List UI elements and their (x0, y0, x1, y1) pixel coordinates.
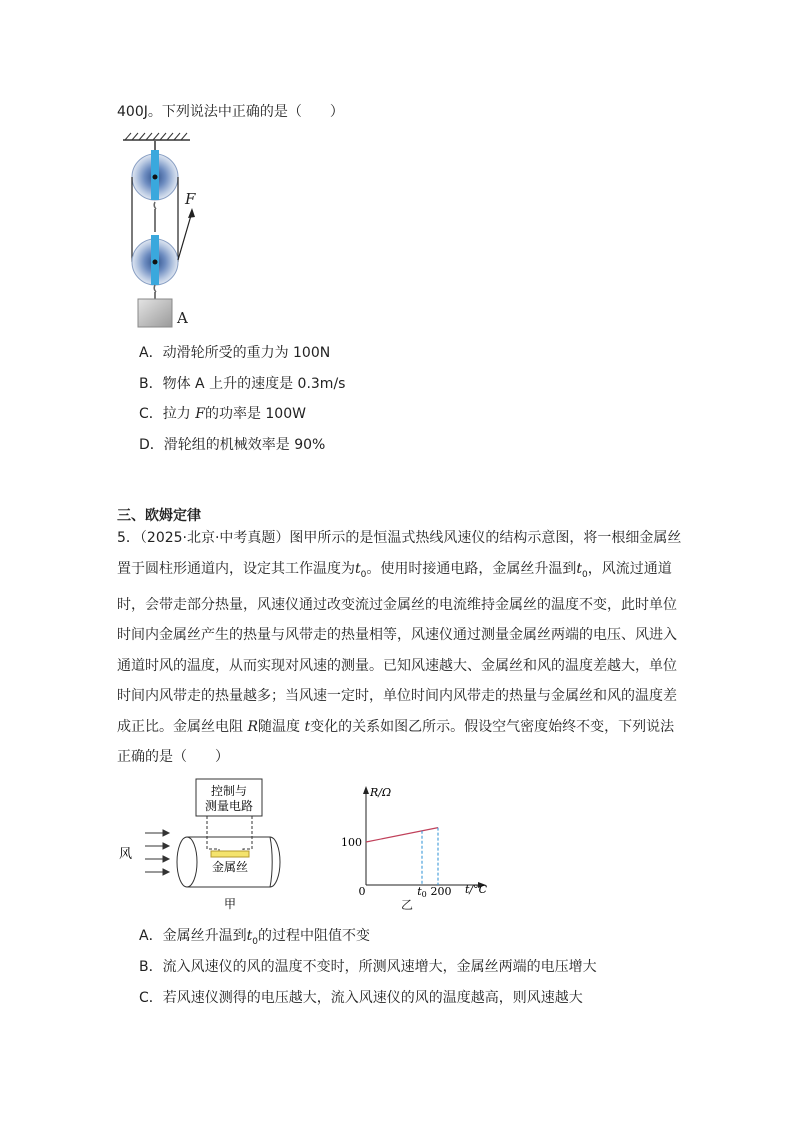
q5-option-c (139, 989, 583, 1007)
q5-text-1: 5．（2025·北京·中考真题）图甲所示的是恒温式热线风速仪的结构示意图，将一根细金属丝置于圆柱形通道内，设定其工作温度为 (117, 530, 682, 577)
q5-var-t0-sub: 0 (360, 569, 367, 580)
option-letter: B． (139, 959, 163, 975)
q5-var-t0-sub: 0 (582, 569, 588, 580)
q4-option-c (139, 405, 306, 423)
q4-stem-tail: 400J。下列说法中正确的是（ ） (117, 104, 344, 120)
option-text: 物体 A 上升的速度是 0.3m/s (162, 376, 346, 392)
q5-text-3: ，风流过通道时，会带走部分热量，风速仪通过改变流过金属丝的电流维持金属丝的温度不变，此时单位时间内金属丝产生的热量与风带走的热量相等，风速仪通过测量金属丝两端的电压、风进入通道时风的温度，从而实现对风速的测量。已知风速越大、金属丝和风的温度差越大，单位时间内风带走的热量越多；当风速一定时，单位时间内风带走的热量与金属丝和风的温度差成正比。金属丝电阻 (117, 560, 677, 735)
q5-var-t0: t (576, 560, 583, 577)
option-text: 流入风速仪的风的温度不变时，所测风速增大，金属丝两端的电压增大 (162, 959, 597, 975)
q4-option-d (139, 436, 325, 454)
option-letter: A． (139, 928, 163, 944)
q5-text-2: 。使用时接通电路，金属丝升温到 (366, 560, 577, 577)
q5-text-4: 随温度 (258, 718, 305, 735)
y-axis-arrow-icon (363, 786, 369, 794)
origin-tick-label: 0 (358, 885, 366, 898)
channel-opening (177, 837, 197, 887)
t0-tick-label: t0 (417, 885, 427, 899)
fixed-pulley (132, 150, 178, 200)
force-label: F (185, 190, 196, 208)
movable-pulley (132, 235, 178, 285)
x-axis-label: t/°C (465, 883, 488, 896)
block-label: A (177, 309, 188, 327)
option-text: 金属丝升温到 (162, 928, 247, 944)
wind-label: 风 (119, 847, 133, 862)
option-letter: C． (139, 990, 163, 1006)
q5-option-b (139, 958, 597, 976)
wind-arrows-icon (145, 830, 169, 875)
q5-var-r: R (247, 718, 258, 735)
control-box-line2: 测量电路 (204, 799, 254, 813)
option-variable: F (195, 406, 205, 422)
x200-tick-label: 200 (430, 885, 452, 898)
ceiling (123, 133, 190, 140)
y-axis-label: R/Ω (370, 786, 392, 799)
option-text: 滑轮组的机械效率是 90% (163, 437, 326, 453)
option-text: 的功率是 100W (204, 406, 306, 422)
option-letter: C． (139, 406, 163, 422)
option-letter: B． (139, 376, 163, 392)
figure-a-caption: 甲 (223, 897, 237, 911)
q5-stem (117, 523, 683, 773)
q5-text-5: 变化的关系如图乙所示。假设空气密度始终不变，下列说法正确的是（ ） (117, 718, 675, 766)
control-box-line1: 控制与 (210, 784, 248, 798)
section-title: 三、欧姆定律 (117, 508, 201, 524)
q5-var-t: t (304, 718, 311, 735)
series-line (366, 828, 438, 842)
option-text: 拉力 (162, 406, 196, 422)
q4-option-a (139, 344, 330, 362)
resistance-temperature-chart (338, 780, 498, 920)
figure-b-caption: 乙 (401, 898, 414, 912)
option-variable-sub: 0 (252, 936, 258, 947)
option-text: 若风速仪测得的电压越大，流入风速仪的风的温度越高，则风速越大 (162, 990, 583, 1006)
pulley-figure (115, 132, 215, 332)
option-letter: A． (139, 345, 163, 361)
y-tick-label: 100 (341, 836, 362, 849)
wind-meter-diagram (115, 775, 290, 915)
option-text: 动滑轮所受的重力为 100N (162, 345, 331, 361)
q4-option-b (139, 375, 345, 393)
option-text: 的过程中阻值不变 (257, 928, 370, 944)
q5-var-t0: t (355, 560, 361, 577)
force-arrow-icon (188, 208, 195, 218)
option-variable: t (246, 928, 253, 944)
wire-label: 金属丝 (211, 860, 249, 874)
metal-wire (211, 851, 249, 857)
block-a (138, 299, 172, 327)
q5-option-a (139, 927, 370, 951)
option-letter: D． (139, 437, 164, 453)
